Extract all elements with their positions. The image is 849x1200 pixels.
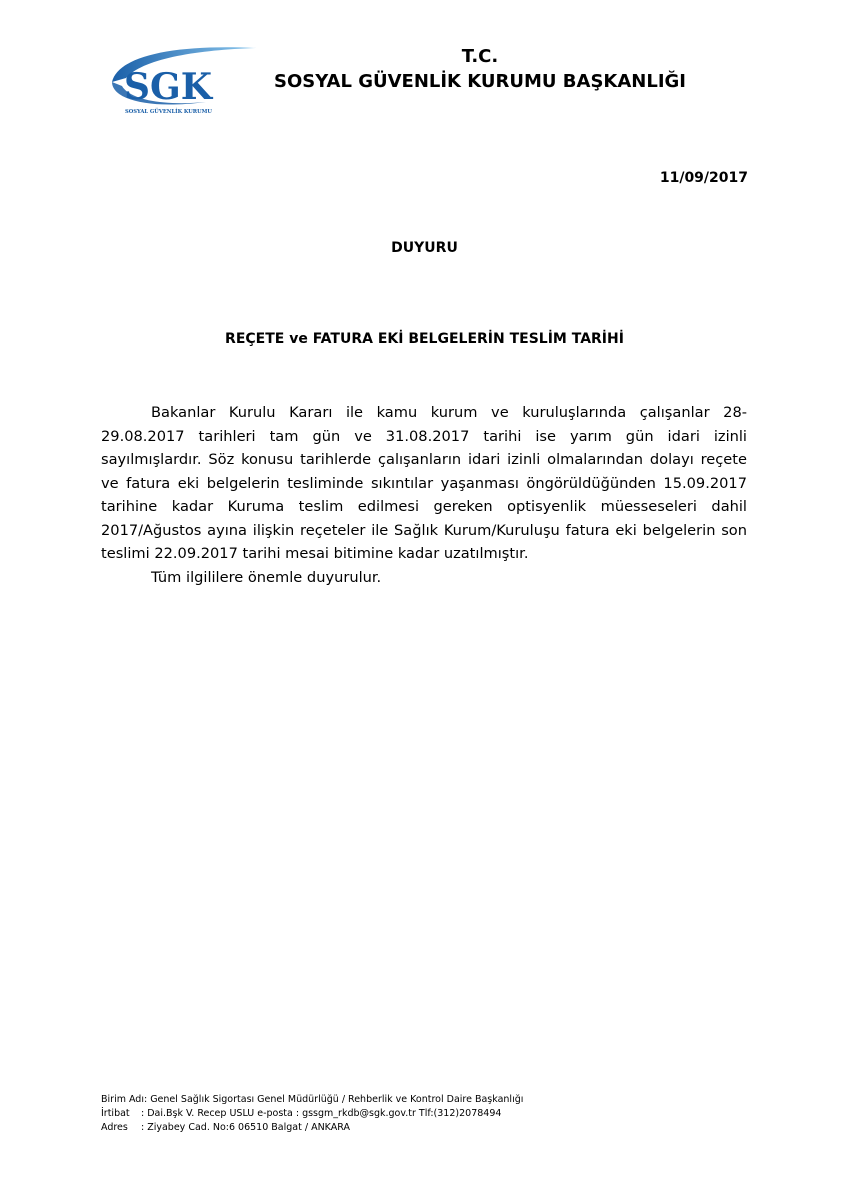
sgk-logo-graphic — [104, 42, 264, 118]
footer-address-value: : Ziyabey Cad. No:6 06510 Balgat / ANKARA — [141, 1122, 350, 1133]
document-date: 11/09/2017 — [659, 170, 748, 186]
logo-text: SGK — [124, 66, 213, 108]
document-subject: REÇETE ve FATURA EKİ BELGELERİN TESLİM TARİHİ — [225, 331, 624, 347]
footer-contact-label: İrtibat — [101, 1108, 130, 1119]
footer-contact-value: : Dai.Bşk V. Recep USLU e-posta : gssgm_rkdb@sgk.gov.tr Tlf:(312)2078494 — [141, 1108, 502, 1119]
header-title-line1: T.C. — [461, 46, 499, 67]
logo-subtext: SOSYAL GÜVENLİK KURUMU — [125, 109, 212, 115]
body-paragraph-1: Bakanlar Kurulu Kararı ile kamu kurum ve kuruluşlarında çalışanlar 28-29.08.2017 tarihleri tam gün ve 31.08.2017 tarihi ise yarım gün idari izinli sayılmışlardır. Söz konusu tarihlerde çalışanların idari izinli olmalarından dolayı reçete ve fatura eki belgelerin tesliminde sıkıntılar yaşanması öngörüldüğünden 15.09.2017 tarihine kadar Kuruma teslim edilmesi gereken optisyenlik müesseseleri dahil 2017/Ağustos ayına ilişkin reçeteler ile Sağlık Kurum/Kuruluşu fatura eki belgelerin son teslimi 22.09.2017 tarihi mesai bitimine kadar uzatılmıştır. — [101, 404, 747, 562]
document-heading: DUYURU — [391, 240, 458, 256]
document-body — [101, 401, 747, 589]
footer-address — [101, 1121, 523, 1135]
footer-contact — [101, 1107, 523, 1121]
sgk-logo — [104, 42, 264, 118]
footer-unit: Birim Adı: Genel Sağlık Sigortası Genel Müdürlüğü / Rehberlik ve Kontrol Daire Başkanlığı — [101, 1094, 524, 1105]
document-footer — [101, 1093, 523, 1135]
header-title-line2: SOSYAL GÜVENLİK KURUMU BAŞKANLIĞI — [274, 71, 686, 92]
body-paragraph-2: Tüm ilgililere önemle duyurulur. — [151, 568, 382, 586]
header-title — [270, 44, 690, 94]
footer-address-label: Adres — [101, 1122, 128, 1133]
